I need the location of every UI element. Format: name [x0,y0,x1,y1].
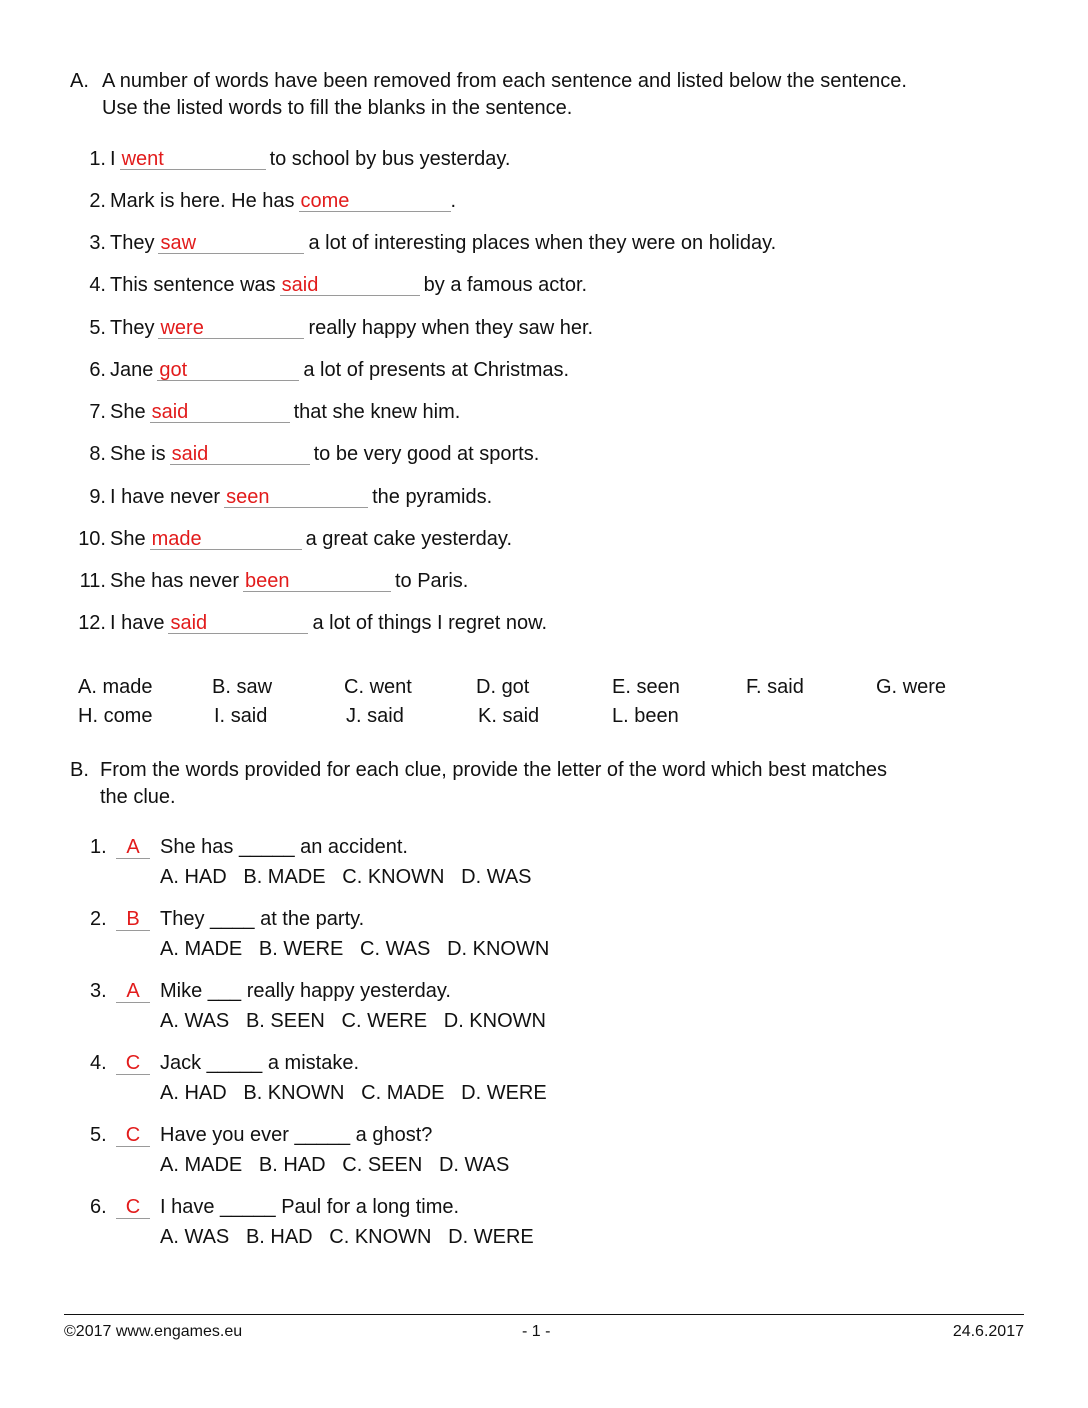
answer-blank[interactable]: C [116,1196,150,1219]
section-b-label: B. [70,759,89,781]
word-bank-option: G. were [876,676,947,698]
answer-blank[interactable]: saw [158,232,304,254]
section-a-label: A. [70,70,89,92]
word-bank-option: B. saw [212,676,273,698]
answer-blank[interactable]: A [116,980,150,1003]
footer-date: 24.6.2017 [952,1323,1024,1340]
section-b-instruction-line2: the clue. [100,786,176,808]
word-bank-option: C. went [344,676,412,698]
answer-blank[interactable]: been [243,570,391,592]
word-bank-option: D. got [476,676,530,698]
word-bank-option: L. been [612,705,679,727]
answer-blank[interactable]: said [170,443,310,465]
word-bank-option: I. said [214,705,268,727]
word-bank-option: E. seen [612,676,680,698]
footer-divider [64,1314,1024,1315]
answer-blank[interactable]: C [116,1052,150,1075]
footer-page-number: - 1 - [522,1323,551,1340]
answer-blank[interactable]: made [150,528,302,550]
section-a-instruction-line1: A number of words have been removed from each sentence and listed below the sentence. [102,70,907,92]
word-bank-option: H. come [78,705,153,727]
answer-blank[interactable]: were [158,317,304,339]
word-bank-option: K. said [478,705,540,727]
answer-blank[interactable]: said [280,274,420,296]
footer-copyright: ©2017 www.engames.eu [64,1323,243,1340]
section-a-instruction-line2: Use the listed words to fill the blanks in the sentence. [102,97,573,119]
answer-blank[interactable]: C [116,1124,150,1147]
answer-blank[interactable]: got [157,359,299,381]
answer-blank[interactable]: seen [224,486,368,508]
answer-blank[interactable]: A [116,836,150,859]
answer-blank[interactable]: said [168,612,308,634]
word-bank-option: A. made [78,676,153,698]
word-bank-option: J. said [346,705,404,727]
answer-blank[interactable]: went [120,148,266,170]
word-bank-option: F. said [746,676,804,698]
answer-blank[interactable]: said [150,401,290,423]
section-b-instruction-line1: From the words provided for each clue, provide the letter of the word which best matches [100,759,888,781]
answer-blank[interactable]: come [299,190,451,212]
answer-blank[interactable]: B [116,908,150,931]
